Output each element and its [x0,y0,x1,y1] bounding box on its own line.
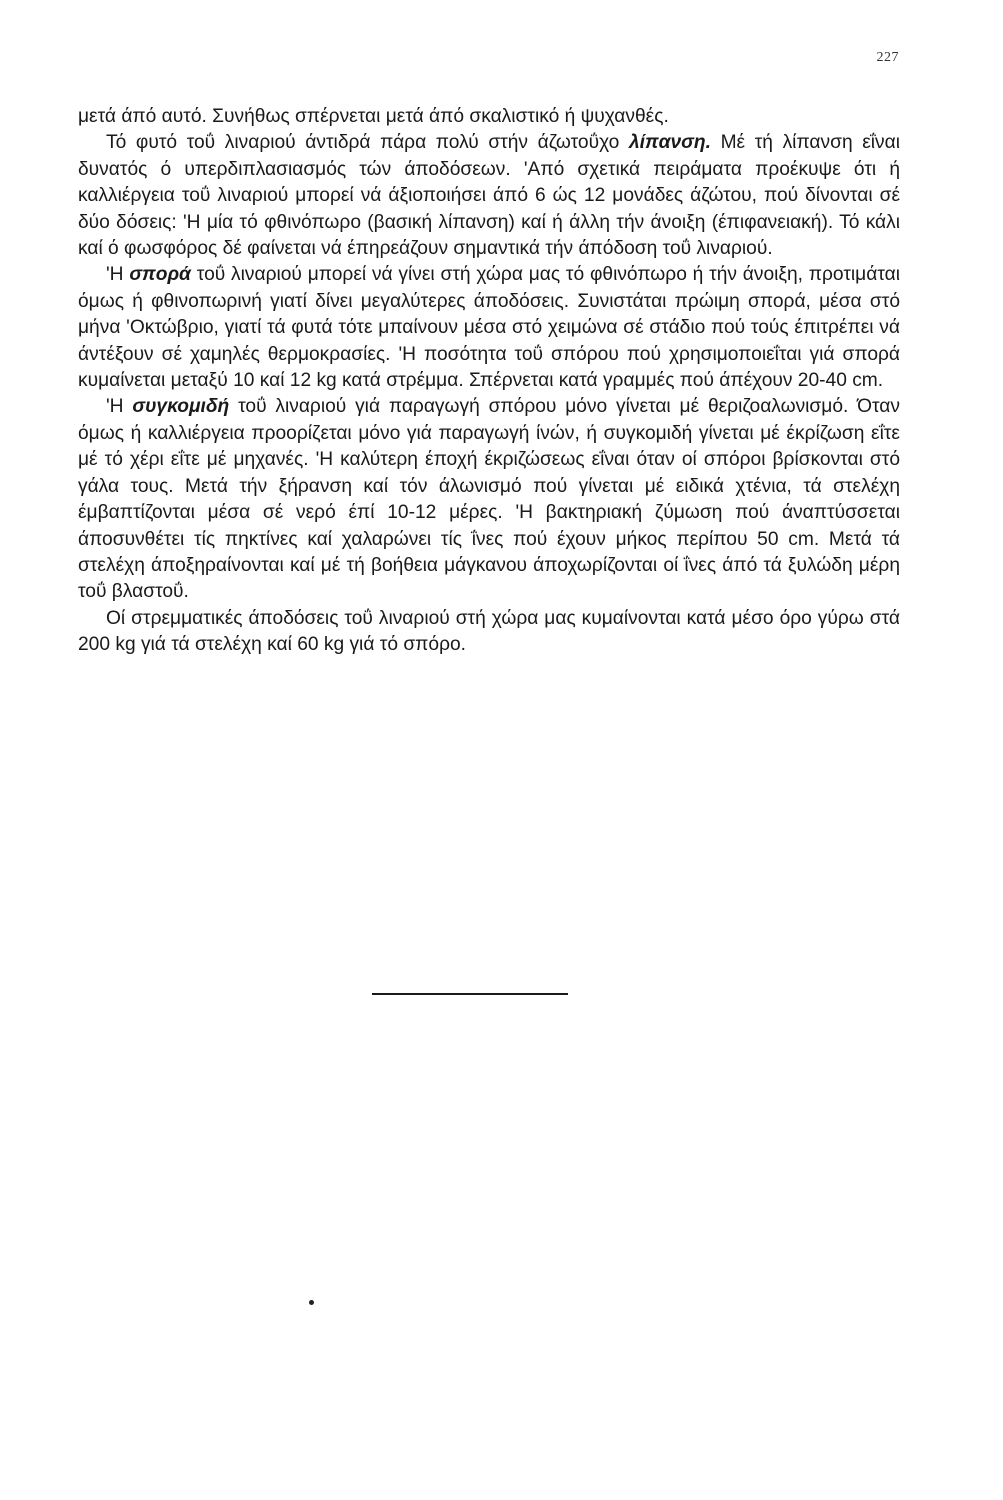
paragraph [78,262,900,394]
paragraph [78,130,900,262]
text-run: τοΰ λιναριού μπορεί νά γίνει στή χώρα μας τό φθινόπωρο ή τήν άνοιξη, προτιμάται όμως ή φθινοπωρινή γιατί δίνει μεγαλύτερες άποδόσεις. Συνιστάται πρώιμη σπορά, μέσα στό μήνα 'Οκτώβριο, γιατί τά φυτά τότε μπαίνουν μέσα στό χειμώνα σέ στάδιο πού τούς έπιτρέπει νά άντέξουν σέ χαμηλές θερμοκρασίες. 'Η ποσότητα τοΰ σπόρου πού χρησιμοποιεΐται γιά σπορά κυμαίνεται μεταξύ 10 καί 12 kg κατά στρέμμα. Σπέρνεται κατά γραμμές πού άπέχουν 20-40 cm. [78,264,900,392]
body-text [78,104,900,659]
text-run: Τό φυτό τοΰ λιναριού άντιδρά πάρα πολύ στήν άζωτοΰχο [106,132,629,154]
text-run: 'Η [106,396,133,418]
emphasized-term: συγκομιδή [132,396,230,418]
paragraph [78,394,900,605]
text-run: 'Η [106,264,130,286]
text-run: μετά άπό αυτό. Συνήθως σπέρνεται μετά άπό σκαλιστικό ή ψυχανθές. [78,106,669,127]
section-divider-rule [372,993,568,995]
text-run: Οί στρεμματικές άποδόσεις τοΰ λιναριού στή χώρα μας κυμαίνονται κατά μέσο όρο γύρω στά 200 kg γιά τά στελέχη καί 60 kg γιά τό σπόρο. [78,607,900,656]
paragraph [78,104,900,130]
emphasized-term: λίπανση. [628,132,711,154]
text-run: τοΰ λιναριού γιά παραγωγή σπόρου μόνο γίνεται μέ θεριζοαλωνισμό. Όταν όμως ή καλλιέργεια προορίζεται μόνο γιά παραγωγή ίνών, ή συγκομιδή γίνεται μέ έκρίζωση εΐτε μέ τό χέρι εΐτε μέ μηχανές. 'Η καλύτερη έποχή έκριζώσεως εΐναι όταν οί σπόροι βρίσκονται στό γάλα τους. Μετά τήν ξήρανση καί τόν άλωνισμό πού γίνεται μέ ειδικά χτένια, τά στελέχη έμβαπτίζονται μέσα σέ νερό έπί 10-12 μέρες. 'Η βακτηριακή ζύμωση πού άναπτύσσεται άποσυνθέτει τίς πηκτίνες καί χαλαρώνει τίς ΐνες πού έχουν μήκος περίπου 50 cm. Μετά τά στελέχη άποξηραίνονται καί μέ τή βοήθεια μάγκανου άποχωρίζονται οί ΐνες άπό τά ξυλώδη μέρη τοΰ βλαστοΰ. [78,396,900,603]
page-number: 227 [876,50,899,65]
paragraph [78,606,900,659]
text-run: Μέ τή λίπανση εΐναι δυνατός ό υπερδιπλασιασμός τών άποδόσεων. 'Από σχετικά πειράματα προέκυψε ότι ή καλλιέργεια τοΰ λιναριού μπορεί νά άξιοποιήσει άπό 6 ώς 12 μονάδες άζώτου, πού δίνονται σέ δύο δόσεις: 'Η μία τό φθινόπωρο (βασική λίπανση) καί ή άλλη τήν άνοιξη (έπιφανειακή). Τό κάλι καί ό φωσφόρος δέ φαίνεται νά έπηρεάζουν σημαντικά τήν άπόδοση τοΰ λιναριού. [78,132,900,260]
stray-dot-mark [309,1300,314,1305]
emphasized-term: σπορά [129,264,191,286]
